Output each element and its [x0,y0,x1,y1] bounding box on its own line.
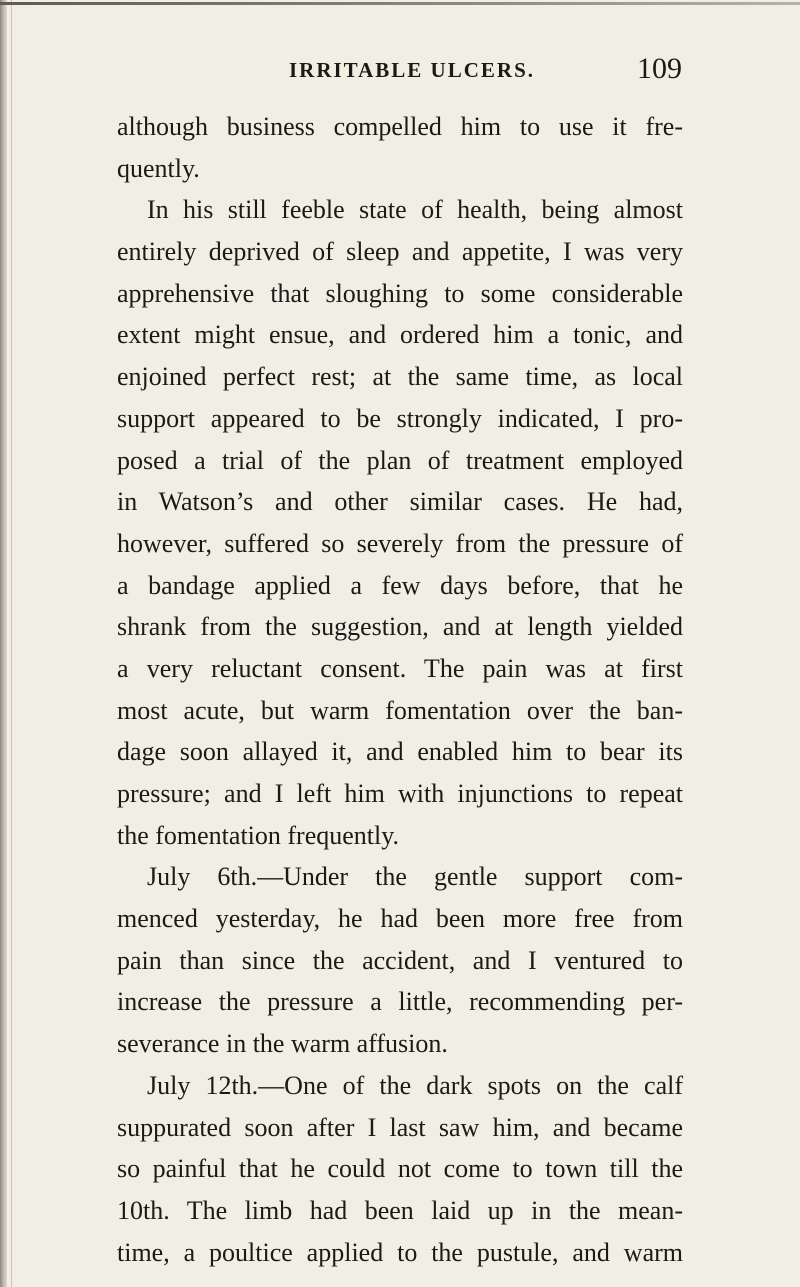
body-text [117,106,683,1273]
text-line: enjoined perfect rest; at the same time, as local [117,362,683,392]
text-line: apprehensive that sloughing to some considerable [117,278,683,308]
text-line: entirely deprived of sleep and appetite, I was very [117,237,683,267]
text-line: increase the pressure a little, recommending per- [117,987,683,1017]
text-line: In his still feeble state of health, being almost [147,195,683,225]
text-line: in Watson’s and other similar cases. He had, [117,487,683,517]
text-line: the fomentation frequently. [117,820,400,850]
book-spine-edge [0,0,7,1287]
text-line: July 12th.—One of the dark spots on the calf [147,1070,683,1100]
text-line: suppurated soon after I last saw him, and became [117,1112,683,1142]
text-line: pain than since the accident, and I ventured to [117,945,683,975]
text-line: menced yesterday, he had been more free from [117,904,683,934]
text-line: pressure; and I left him with injunctions to repeat [117,779,683,808]
text-line: although business compelled him to use it fre- [117,112,683,141]
text-line: so painful that he could not come to town till the [117,1154,683,1184]
gutter-line [11,0,12,1287]
text-line: however, suffered so severely from the pressure of [117,528,683,558]
top-page-edge [0,2,800,5]
text-line: quently. [117,153,200,183]
text-line: dage soon allayed it, and enabled him to bear its [117,737,683,767]
running-title: IRRITABLE ULCERS. [289,58,535,82]
text-line: support appeared to be strongly indicated, I pro- [117,403,683,433]
text-line: a very reluctant consent. The pain was at first [117,653,683,683]
text-line: shrank from the suggestion, and at length yielded [117,612,683,642]
text-line: severance in the warm affusion. [117,1029,448,1059]
page-number: 109 [637,52,682,85]
running-head [0,52,800,92]
text-line: a bandage applied a few days before, that he [117,570,683,600]
text-line: July 6th.—Under the gentle support com- [147,862,683,892]
text-line: 10th. The limb had been laid up in the mean- [117,1195,683,1225]
text-line: time, a poultice applied to the pustule, and warm [117,1237,683,1267]
text-line: extent might ensue, and ordered him a tonic, and [117,320,683,350]
text-line: most acute, but warm fomentation over the ban- [117,695,683,725]
text-line: posed a trial of the plan of treatment employed [117,445,683,475]
